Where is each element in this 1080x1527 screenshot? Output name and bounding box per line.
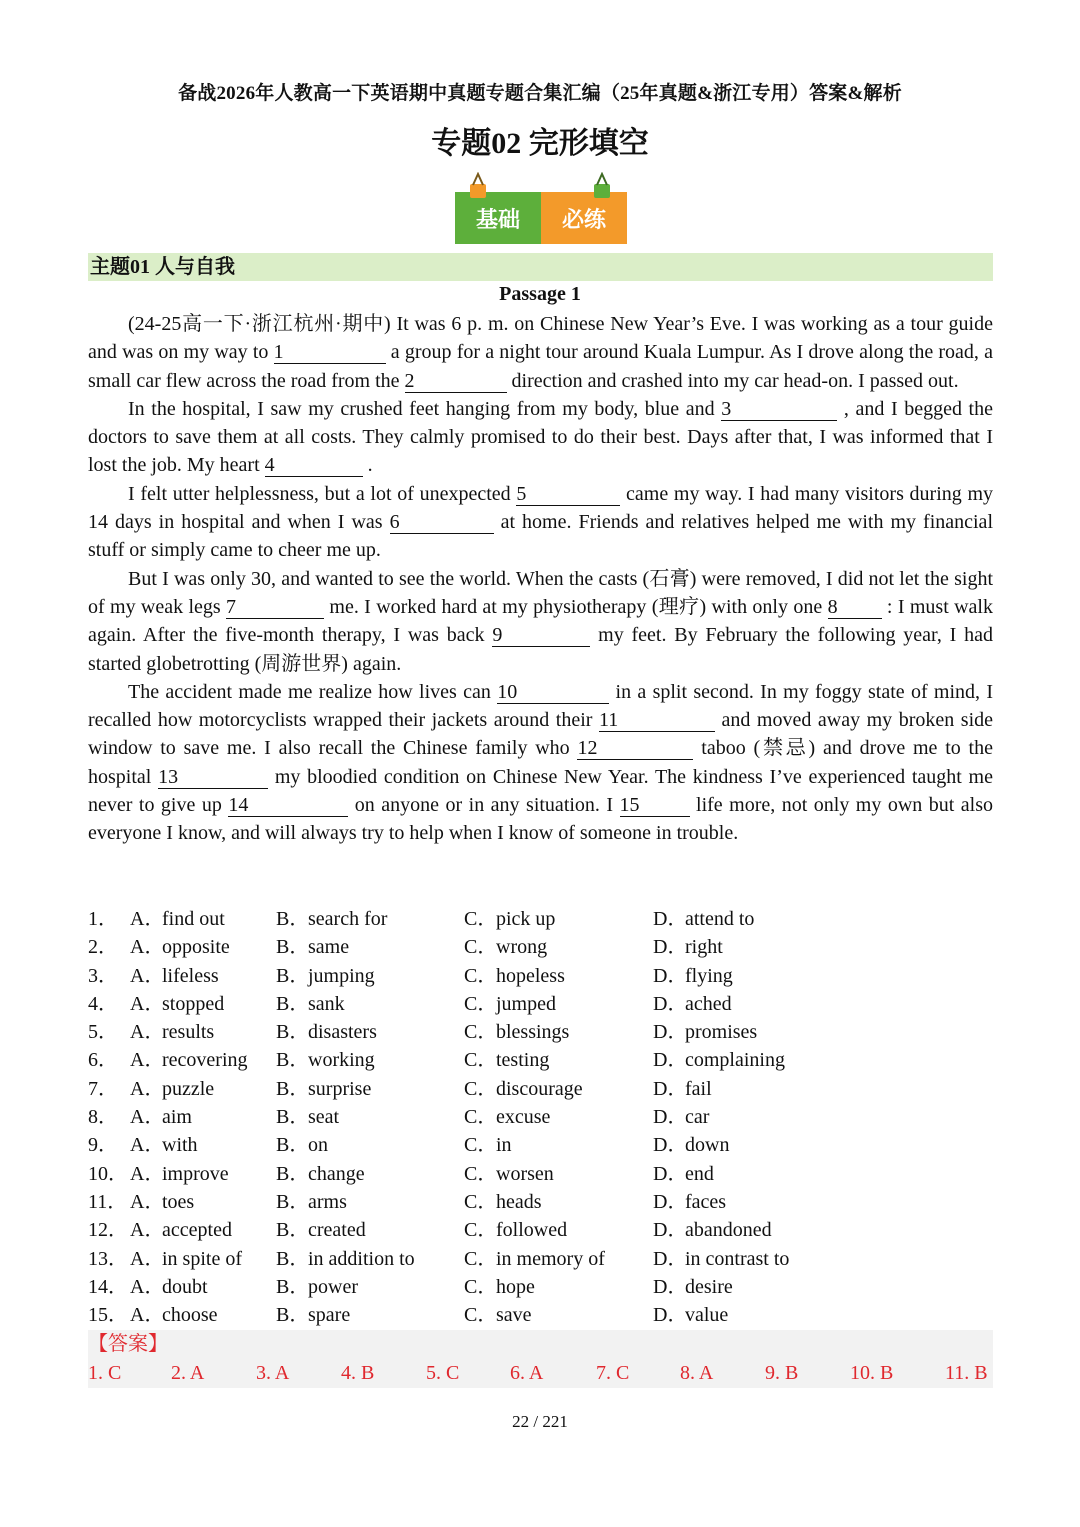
option-c (464, 1131, 512, 1159)
option-text: recovering (162, 1049, 248, 1072)
answer-item: 6. A (510, 1362, 544, 1384)
option-text: wrong (496, 936, 548, 959)
option-text: attend to (685, 908, 755, 930)
option-text: value (685, 1304, 729, 1327)
option-text: down (685, 1134, 730, 1157)
blank-7: 7 (226, 596, 324, 619)
option-text: desire (685, 1275, 733, 1298)
option-text: search for (308, 908, 388, 930)
option-letter: A． (130, 908, 165, 930)
badge-label-practice: 必练 (541, 192, 627, 244)
option-d (653, 1216, 772, 1244)
option-letter: C． (464, 964, 498, 987)
document-header: 备战2026年人教高一下英语期中真题专题合集汇编（25年真题&浙江专用）答案&解析 (178, 83, 902, 104)
option-b (276, 990, 345, 1018)
option-letter: B． (276, 1219, 310, 1242)
option-letter: C． (464, 1077, 498, 1100)
option-text: created (308, 1219, 366, 1242)
option-text: ached (685, 992, 732, 1015)
option-letter: C． (464, 1219, 498, 1242)
option-d (653, 1018, 757, 1046)
answer-item: 8. A (680, 1362, 714, 1384)
blank-10: 10 (497, 681, 609, 704)
option-letter: A． (130, 1190, 165, 1213)
question-number: 11． (88, 1190, 128, 1213)
option-c (464, 962, 565, 990)
paragraph: But I was only 30, and wanted to see the world. When the casts (石膏) were removed, I did not let the sight of my weak legs 7 me. I worked hard at my physiotherapy (理疗) with only one 8 : I must walk again. After the five-month therapy, I was back 9 my feet. By February the following year, I had started globetrotting (周游世界) again. (88, 567, 994, 675)
option-text: jumping (308, 964, 375, 987)
option-text: improve (162, 1162, 229, 1185)
option-letter: B． (276, 964, 310, 987)
option-d (653, 1188, 726, 1216)
option-a (130, 1131, 198, 1159)
option-letter: D． (653, 1049, 688, 1072)
question-number: 4． (88, 992, 118, 1015)
option-row (88, 1103, 993, 1131)
option-letter: C． (464, 1275, 498, 1298)
option-text: opposite (162, 936, 230, 959)
option-a (130, 1273, 208, 1301)
option-letter: D． (653, 992, 688, 1015)
option-letter: B． (276, 1077, 310, 1100)
option-text: working (308, 1049, 375, 1072)
option-text: in addition to (308, 1247, 415, 1270)
option-letter: B． (276, 1275, 310, 1298)
option-text: power (308, 1275, 358, 1298)
option-text: in contrast to (685, 1247, 790, 1270)
blank-8: 8 (828, 596, 882, 619)
option-c (464, 1160, 554, 1188)
option-letter: D． (653, 1190, 688, 1213)
answer-item: 7. C (596, 1362, 630, 1384)
option-text: lifeless (162, 964, 219, 987)
option-text: jumped (496, 992, 556, 1015)
option-row (88, 933, 993, 961)
option-c (464, 1075, 583, 1103)
option-letter: A． (130, 964, 165, 987)
binder-clip-icon (591, 172, 613, 200)
option-a (130, 905, 225, 933)
option-text: followed (496, 1219, 568, 1242)
option-text: same (308, 936, 350, 959)
paragraph: I felt utter helplessness, but a lot of unexpected 5 came my way. I had many visitors during my 14 days in hospital and when I was 6 at home. Friends and relatives helped me with my financial stuff or simply came to cheer me up. (88, 482, 994, 562)
option-letter: D． (653, 908, 688, 930)
question-number: 3． (88, 964, 118, 987)
option-c (464, 933, 547, 961)
binder-clip-icon (467, 172, 489, 200)
option-text: pick up (496, 908, 556, 930)
answer-item: 4. B (341, 1362, 375, 1384)
option-row (88, 1160, 993, 1188)
option-letter: B． (276, 908, 310, 930)
option-text: flying (685, 964, 733, 987)
option-b (276, 1131, 328, 1159)
option-text: choose (162, 1304, 218, 1327)
option-a (130, 1046, 248, 1074)
page-number: 22 / 221 (512, 1412, 568, 1431)
option-d (653, 1046, 785, 1074)
option-letter: A． (130, 1275, 165, 1298)
answer-item: 10. B (850, 1362, 894, 1384)
option-b (276, 1188, 347, 1216)
question-number: 13． (88, 1247, 128, 1270)
option-letter: D． (653, 1219, 688, 1242)
option-d (653, 1273, 733, 1301)
option-text: disasters (308, 1021, 377, 1044)
option-text: sank (308, 992, 345, 1015)
option-letter: D． (653, 936, 688, 959)
topic-heading: 主题01 人与自我 (88, 253, 993, 281)
paragraph: The accident made me realize how lives can 10 in a split second. In my foggy state of mind, I recalled how motorcyclists wrapped their jackets around their 11 and moved away my broken side window to save me. I also recall the Chinese family who 12 taboo (禁忌) and drove me to the hospital 13 my bloodied condition on Chinese New Year. The kindness I’ve experienced taught me never to give up 14 on anyone or in any situation. I 15 life more, not only my own but also everyone I know, and will always try to help when I know of someone in trouble. (88, 680, 993, 845)
option-text: right (685, 936, 723, 959)
answer-item: 5. C (426, 1362, 460, 1384)
option-text: hope (496, 1275, 535, 1298)
option-letter: C． (464, 1247, 498, 1270)
option-a (130, 1160, 229, 1188)
option-text: blessings (496, 1021, 570, 1044)
option-letter: A． (130, 1304, 165, 1327)
option-row (88, 1131, 993, 1159)
option-d (653, 1160, 714, 1188)
option-letter: C． (464, 1106, 498, 1129)
option-letter: D． (653, 1247, 688, 1270)
option-b (276, 962, 375, 990)
option-text: in spite of (162, 1247, 242, 1270)
option-text: stopped (162, 992, 225, 1015)
section-badge (455, 192, 627, 244)
blank-14: 14 (228, 794, 348, 817)
blank-15: 15 (620, 794, 690, 817)
option-letter: D． (653, 1106, 688, 1129)
option-letter: D． (653, 1134, 688, 1157)
option-letter: A． (130, 1247, 165, 1270)
option-letter: D． (653, 1275, 688, 1298)
option-d (653, 962, 733, 990)
option-a (130, 1103, 192, 1131)
answer-item: 1. C (88, 1362, 122, 1384)
option-text: car (685, 1106, 710, 1129)
option-a (130, 1301, 218, 1329)
option-d (653, 1245, 789, 1273)
option-b (276, 1046, 375, 1074)
question-number: 5． (88, 1021, 118, 1044)
option-c (464, 1245, 605, 1273)
option-b (276, 1216, 366, 1244)
question-number: 15． (88, 1304, 128, 1327)
option-a (130, 1075, 214, 1103)
option-b (276, 1103, 339, 1131)
option-letter: C． (464, 1190, 498, 1213)
option-a (130, 962, 219, 990)
option-c (464, 990, 556, 1018)
passage-title: Passage 1 (499, 283, 581, 305)
option-letter: B． (276, 936, 310, 959)
option-text: heads (496, 1190, 542, 1213)
answer-item: 11. B (945, 1362, 988, 1384)
option-letter: C． (464, 1162, 498, 1185)
option-text: faces (685, 1190, 727, 1213)
option-d (653, 1131, 729, 1159)
question-number: 1． (88, 908, 118, 930)
blank-9: 9 (492, 624, 590, 647)
option-text: fail (685, 1077, 712, 1100)
option-letter: A． (130, 1049, 165, 1072)
option-c (464, 1103, 550, 1131)
option-b (276, 1018, 377, 1046)
option-row (88, 1075, 993, 1103)
option-row (88, 1301, 993, 1329)
question-number: 10． (88, 1162, 128, 1185)
option-row (88, 990, 993, 1018)
blank-4: 4 (265, 454, 363, 477)
question-number: 6． (88, 1049, 118, 1072)
option-letter: C． (464, 1021, 498, 1044)
option-c (464, 1301, 532, 1329)
option-letter: C． (464, 936, 498, 959)
option-text: save (496, 1304, 532, 1327)
option-text: testing (496, 1049, 550, 1072)
option-a (130, 1188, 194, 1216)
option-letter: B． (276, 1247, 310, 1270)
answer-row (88, 1359, 993, 1387)
option-text: change (308, 1162, 365, 1185)
option-c (464, 1046, 549, 1074)
option-text: worsen (496, 1162, 554, 1185)
option-a (130, 1216, 232, 1244)
option-c (464, 1273, 535, 1301)
option-a (130, 933, 230, 961)
option-letter: D． (653, 1021, 688, 1044)
option-letter: B． (276, 1134, 310, 1157)
option-letter: A． (130, 1219, 165, 1242)
question-number: 9． (88, 1134, 118, 1157)
option-b (276, 1301, 350, 1329)
option-letter: A． (130, 1134, 165, 1157)
answer-item: 9. B (765, 1362, 799, 1384)
option-letter: D． (653, 1077, 688, 1100)
option-letter: B． (276, 992, 310, 1015)
option-letter: B． (276, 1190, 310, 1213)
option-a (130, 990, 224, 1018)
option-b (276, 1075, 371, 1103)
option-letter: D． (653, 1304, 688, 1327)
blank-13: 13 (158, 766, 268, 789)
option-d (653, 990, 732, 1018)
answer-section (88, 1330, 993, 1388)
option-text: puzzle (162, 1077, 215, 1100)
blank-3: 3 (721, 398, 837, 421)
passage-text (88, 310, 993, 848)
option-d (653, 1301, 728, 1329)
option-b (276, 905, 387, 933)
option-b (276, 1273, 358, 1301)
option-letter: D． (653, 1162, 688, 1185)
option-text: excuse (496, 1106, 551, 1129)
option-text: with (162, 1134, 198, 1157)
answer-label: 【答案】 (88, 1333, 168, 1355)
option-letter: C． (464, 1134, 498, 1157)
option-row (88, 1188, 993, 1216)
option-c (464, 1018, 569, 1046)
option-letter: C． (464, 908, 498, 930)
option-d (653, 905, 754, 933)
question-number: 2． (88, 936, 118, 959)
blank-11: 11 (599, 709, 715, 732)
answer-item: 3. A (256, 1362, 290, 1384)
option-list (88, 905, 993, 1329)
option-text: surprise (308, 1077, 372, 1100)
option-text: end (685, 1162, 714, 1185)
option-letter: A． (130, 1106, 165, 1129)
blank-5: 5 (516, 483, 620, 506)
option-letter: A． (130, 1162, 165, 1185)
blank-2: 2 (405, 370, 507, 393)
option-d (653, 1103, 709, 1131)
paragraph: (24-25高一下·浙江杭州·期中) It was 6 p. m. on Chinese New Year’s Eve. I was working as a tour guide and was on my way to 1 a group for a night tour around Kuala Lumpur. As I drove along the road, a small car flew across the road from the 2 direction and crashed into my car head-on. I passed out. (88, 313, 993, 392)
blank-12: 12 (577, 737, 693, 760)
option-letter: A． (130, 936, 165, 959)
option-text: aim (162, 1106, 192, 1129)
option-text: doubt (162, 1275, 208, 1298)
option-row (88, 1046, 993, 1074)
option-row (88, 1245, 993, 1273)
page-title: 专题02 完形填空 (431, 127, 649, 160)
option-text: in (496, 1134, 512, 1157)
question-number: 8． (88, 1106, 118, 1129)
option-text: abandoned (685, 1219, 772, 1242)
option-c (464, 1216, 567, 1244)
option-a (130, 1245, 242, 1273)
question-number: 14． (88, 1275, 128, 1298)
option-text: toes (162, 1190, 195, 1213)
option-c (464, 1188, 542, 1216)
option-letter: B． (276, 1162, 310, 1185)
option-row (88, 962, 993, 990)
option-b (276, 933, 349, 961)
option-letter: B． (276, 1106, 310, 1129)
option-a (130, 1018, 214, 1046)
answer-item: 2. A (171, 1362, 205, 1384)
option-letter: B． (276, 1021, 310, 1044)
option-text: seat (308, 1106, 340, 1129)
option-text: in memory of (496, 1247, 605, 1270)
option-text: spare (308, 1304, 351, 1327)
option-text: accepted (162, 1219, 232, 1242)
option-c (464, 905, 555, 933)
option-row (88, 1018, 993, 1046)
option-text: hopeless (496, 964, 565, 987)
option-b (276, 1245, 415, 1273)
option-text: on (308, 1134, 328, 1157)
paragraph: In the hospital, I saw my crushed feet hanging from my body, blue and 3 , and I begged the doctors to save them at all costs. They calmly promised to do their best. Days after that, I was informed that I lost the job. My heart 4 . (88, 397, 993, 477)
blank-1: 1 (274, 341, 386, 364)
question-number: 7． (88, 1077, 118, 1100)
option-row (88, 1216, 993, 1244)
option-letter: D． (653, 964, 688, 987)
option-d (653, 1075, 712, 1103)
option-text: discourage (496, 1077, 583, 1100)
option-d (653, 933, 723, 961)
option-letter: C． (464, 1304, 498, 1327)
option-b (276, 1160, 365, 1188)
blank-6: 6 (390, 511, 494, 534)
question-number: 12． (88, 1219, 128, 1242)
option-letter: A． (130, 1077, 165, 1100)
badge-label-basic: 基础 (455, 192, 541, 244)
option-letter: B． (276, 1049, 310, 1072)
option-text: promises (685, 1021, 758, 1044)
option-text: arms (308, 1190, 347, 1213)
option-letter: B． (276, 1304, 310, 1327)
option-row (88, 905, 993, 933)
option-row (88, 1273, 993, 1301)
option-letter: C． (464, 1049, 498, 1072)
passage-source: (24-25高一下·浙江杭州·期中) (128, 313, 391, 335)
option-letter: A． (130, 1021, 165, 1044)
option-text: results (162, 1021, 215, 1044)
option-text: complaining (685, 1049, 785, 1072)
option-text: find out (162, 908, 225, 930)
option-letter: A． (130, 992, 165, 1015)
option-letter: C． (464, 992, 498, 1015)
